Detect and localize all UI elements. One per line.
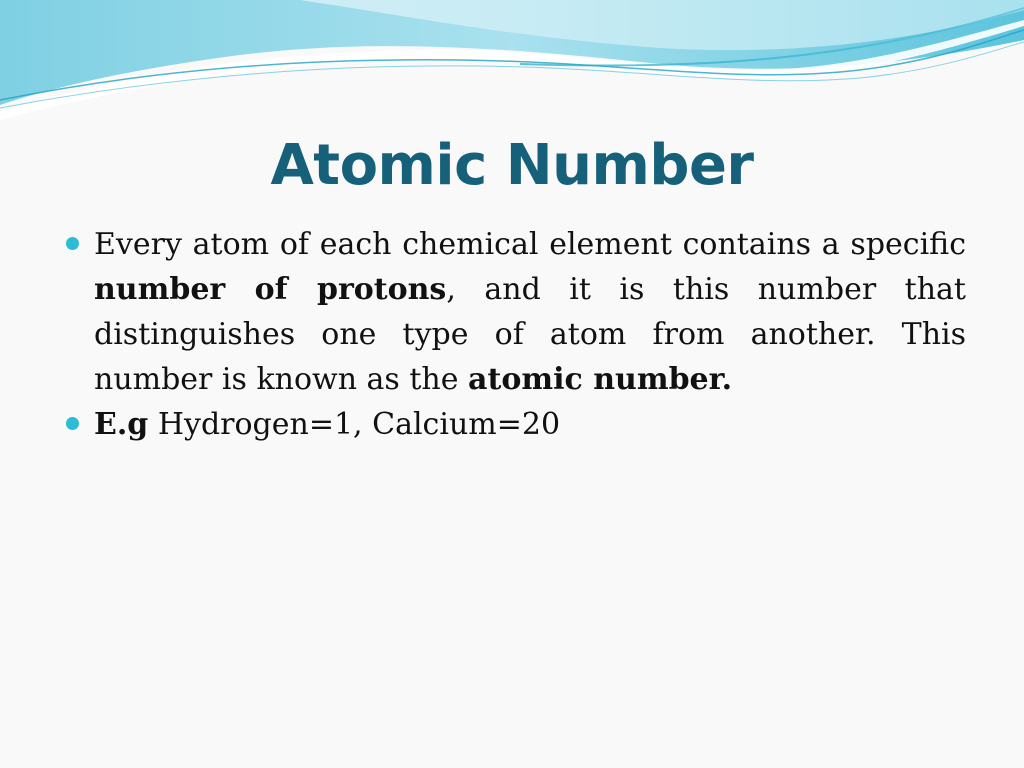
bullet-dot-icon [66, 237, 79, 250]
bullet-text-bold: atomic number. [468, 362, 733, 397]
bullet-list [62, 222, 966, 447]
bullet-item [62, 402, 966, 447]
bullet-text: , and it is this number that distinguishes one type of atom from another. This number is known as the [94, 272, 966, 397]
bullet-text-bold: E.g [94, 407, 149, 442]
bullet-text-bold: number of protons [94, 272, 447, 307]
bullet-dot-icon [66, 417, 79, 430]
bullet-text: Every atom of each chemical element contains a specific [94, 227, 966, 262]
slide-title: Atomic Number [270, 133, 754, 198]
bullet-item [62, 222, 966, 402]
decorative-wave-header [0, 0, 1024, 130]
bullet-text: Hydrogen=1, Calcium=20 [148, 407, 561, 442]
